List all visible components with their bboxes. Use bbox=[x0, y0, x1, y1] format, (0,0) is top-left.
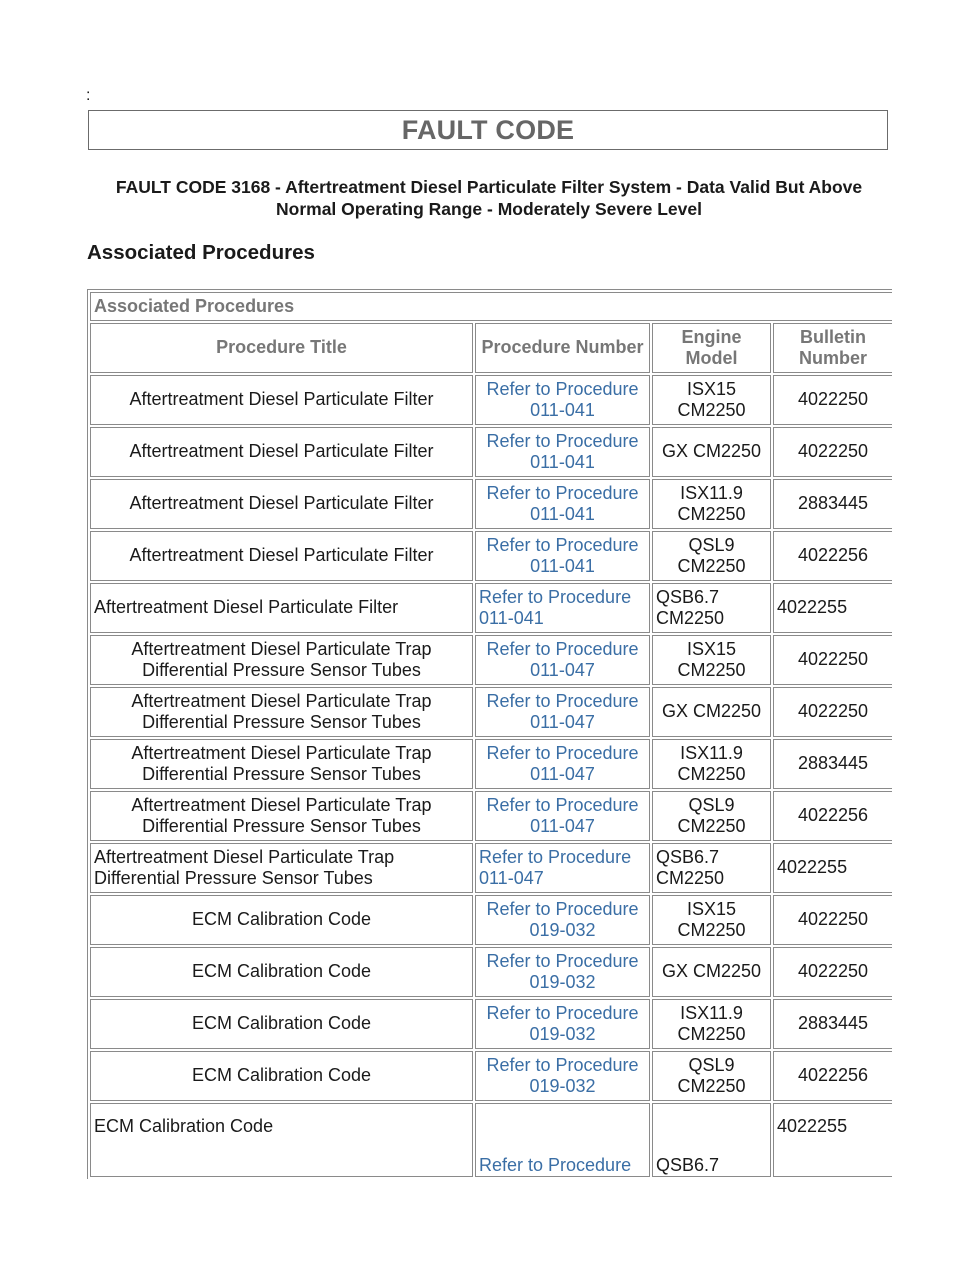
engine-model-cell: ISX15 CM2250 bbox=[652, 895, 771, 945]
engine-model-cell: QSL9 CM2250 bbox=[652, 531, 771, 581]
procedure-number-cell bbox=[475, 427, 650, 477]
procedure-number: 019-032 bbox=[529, 1024, 596, 1044]
refer-to-procedure-link[interactable] bbox=[486, 743, 638, 785]
procedure-number-cell bbox=[475, 1103, 650, 1177]
engine-model-cell: QSL9 CM2250 bbox=[652, 791, 771, 841]
engine-model-cell: ISX15 CM2250 bbox=[652, 375, 771, 425]
header-procedure-title: Procedure Title bbox=[90, 323, 473, 373]
refer-to-procedure-link[interactable] bbox=[486, 483, 638, 525]
table-row bbox=[90, 843, 892, 893]
procedure-number-cell bbox=[475, 583, 650, 633]
procedure-number-cell bbox=[475, 1051, 650, 1101]
procedure-number: 011-041 bbox=[530, 504, 595, 524]
link-label: Refer to Procedure bbox=[486, 1002, 639, 1023]
table-caption: Associated Procedures bbox=[90, 292, 892, 321]
procedure-number-cell bbox=[475, 947, 650, 997]
engine-model-cell: GX CM2250 bbox=[652, 947, 771, 997]
engine-model-cell: GX CM2250 bbox=[652, 427, 771, 477]
bulletin-number-cell: 2883445 bbox=[773, 479, 892, 529]
bulletin-number-cell: 4022255 bbox=[773, 1103, 892, 1177]
table-row bbox=[90, 999, 892, 1049]
refer-to-procedure-link[interactable] bbox=[479, 587, 631, 629]
procedure-title-cell: Aftertreatment Diesel Particulate Filter bbox=[90, 479, 473, 529]
procedure-title-cell: Aftertreatment Diesel Particulate Filter bbox=[90, 375, 473, 425]
refer-to-procedure-link[interactable] bbox=[486, 639, 638, 681]
table-row bbox=[90, 895, 892, 945]
refer-to-procedure-link[interactable] bbox=[486, 951, 638, 993]
table-row bbox=[90, 427, 892, 477]
bulletin-number-cell: 4022256 bbox=[773, 1051, 892, 1101]
header-bulletin-number: Bulletin Number bbox=[773, 323, 892, 373]
header-procedure-number: Procedure Number bbox=[475, 323, 650, 373]
procedure-title-cell: ECM Calibration Code bbox=[90, 999, 473, 1049]
page-prefix-colon: : bbox=[86, 87, 91, 104]
header-engine-model: Engine Model bbox=[652, 323, 771, 373]
engine-model-cell: ISX11.9 CM2250 bbox=[652, 999, 771, 1049]
link-label: Refer to Procedure bbox=[486, 1054, 639, 1075]
table-row bbox=[90, 1103, 892, 1177]
bulletin-number-cell: 4022256 bbox=[773, 791, 892, 841]
link-label: Refer to Procedure bbox=[486, 898, 639, 919]
procedure-title-cell: Aftertreatment Diesel Particulate Trap Differential Pressure Sensor Tubes bbox=[90, 635, 473, 685]
procedure-title-cell: Aftertreatment Diesel Particulate Filter bbox=[90, 583, 473, 633]
engine-model-cell: QSB6.7 bbox=[652, 1103, 771, 1177]
procedure-number: 011-047 bbox=[530, 660, 595, 680]
table-row bbox=[90, 375, 892, 425]
link-label: Refer to Procedure bbox=[486, 430, 639, 451]
refer-to-procedure-link[interactable] bbox=[486, 379, 638, 421]
procedure-number: 011-047 bbox=[530, 816, 595, 836]
link-label: Refer to Procedure bbox=[479, 586, 632, 607]
procedure-number-cell bbox=[475, 791, 650, 841]
procedure-title-cell: ECM Calibration Code bbox=[90, 895, 473, 945]
procedure-number: 011-041 bbox=[479, 608, 544, 628]
link-label: Refer to Procedure bbox=[486, 534, 639, 555]
table-row bbox=[90, 739, 892, 789]
link-label: Refer to Procedure bbox=[486, 690, 639, 711]
procedure-title-cell: ECM Calibration Code bbox=[90, 1051, 473, 1101]
refer-to-procedure-link[interactable] bbox=[486, 1003, 638, 1045]
procedure-title-cell: Aftertreatment Diesel Particulate Trap Differential Pressure Sensor Tubes bbox=[90, 843, 473, 893]
bulletin-number-cell: 4022250 bbox=[773, 635, 892, 685]
procedure-number: 011-047 bbox=[530, 712, 595, 732]
table-row bbox=[90, 583, 892, 633]
engine-model-cell: QSL9 CM2250 bbox=[652, 1051, 771, 1101]
table-row bbox=[90, 531, 892, 581]
link-label: Refer to Procedure bbox=[486, 742, 639, 763]
engine-model-cell: ISX11.9 CM2250 bbox=[652, 479, 771, 529]
engine-model-cell: ISX15 CM2250 bbox=[652, 635, 771, 685]
bulletin-number-cell: 4022250 bbox=[773, 687, 892, 737]
procedure-number-cell bbox=[475, 375, 650, 425]
procedure-number: 011-041 bbox=[530, 556, 595, 576]
refer-to-procedure-link[interactable] bbox=[486, 431, 638, 473]
procedure-title-cell: ECM Calibration Code bbox=[90, 947, 473, 997]
table-row bbox=[90, 635, 892, 685]
link-label: Refer to Procedure bbox=[486, 638, 639, 659]
procedure-number-cell bbox=[475, 531, 650, 581]
refer-to-procedure-link[interactable] bbox=[486, 795, 638, 837]
procedure-number-cell bbox=[475, 635, 650, 685]
banner-title: FAULT CODE bbox=[401, 114, 575, 145]
bulletin-number-cell: 4022250 bbox=[773, 947, 892, 997]
table-row bbox=[90, 791, 892, 841]
refer-to-procedure-link[interactable] bbox=[486, 691, 638, 733]
bulletin-number-cell: 4022255 bbox=[773, 583, 892, 633]
procedure-title-cell: Aftertreatment Diesel Particulate Filter bbox=[90, 427, 473, 477]
procedure-number: 011-041 bbox=[530, 400, 595, 420]
procedure-number-cell bbox=[475, 999, 650, 1049]
procedure-number: 011-041 bbox=[530, 452, 595, 472]
procedure-number: 019-032 bbox=[529, 920, 596, 940]
bulletin-number-cell: 4022256 bbox=[773, 531, 892, 581]
procedure-number-cell bbox=[475, 843, 650, 893]
bulletin-number-cell: 2883445 bbox=[773, 739, 892, 789]
table-row bbox=[90, 687, 892, 737]
link-label: Refer to Procedure bbox=[486, 950, 639, 971]
table-row bbox=[90, 1051, 892, 1101]
bulletin-number-cell: 4022255 bbox=[773, 843, 892, 893]
procedure-title-cell: Aftertreatment Diesel Particulate Trap Differential Pressure Sensor Tubes bbox=[90, 791, 473, 841]
link-label: Refer to Procedure bbox=[486, 482, 639, 503]
refer-to-procedure-link[interactable] bbox=[479, 847, 631, 889]
procedure-number: 019-032 bbox=[529, 1076, 596, 1096]
table-row bbox=[90, 479, 892, 529]
link-label: Refer to Procedure bbox=[486, 794, 639, 815]
table-row bbox=[90, 947, 892, 997]
procedure-title-cell: ECM Calibration Code bbox=[90, 1103, 473, 1177]
refer-to-procedure-link[interactable] bbox=[486, 535, 638, 577]
fault-code-banner bbox=[88, 110, 888, 150]
procedure-title-cell: Aftertreatment Diesel Particulate Trap Differential Pressure Sensor Tubes bbox=[90, 687, 473, 737]
section-heading: Associated Procedures bbox=[87, 241, 315, 264]
engine-model-cell: QSB6.7 CM2250 bbox=[652, 583, 771, 633]
procedure-number: 011-047 bbox=[479, 868, 544, 888]
refer-to-procedure-link[interactable] bbox=[486, 899, 638, 941]
refer-to-procedure-link[interactable]: Refer to Procedure bbox=[479, 1154, 632, 1175]
procedure-title-cell: Aftertreatment Diesel Particulate Trap Differential Pressure Sensor Tubes bbox=[90, 739, 473, 789]
bulletin-number-cell: 4022250 bbox=[773, 375, 892, 425]
engine-model-cell: QSB6.7 CM2250 bbox=[652, 843, 771, 893]
procedure-number: 011-047 bbox=[530, 764, 595, 784]
bulletin-number-cell: 2883445 bbox=[773, 999, 892, 1049]
link-label: Refer to Procedure bbox=[479, 846, 632, 867]
engine-model-cell: GX CM2250 bbox=[652, 687, 771, 737]
link-label: Refer to Procedure bbox=[486, 378, 639, 399]
refer-to-procedure-link[interactable] bbox=[486, 1055, 638, 1097]
procedure-number-cell bbox=[475, 687, 650, 737]
fault-code-heading: FAULT CODE 3168 - Aftertreatment Diesel Particulate Filter System - Data Valid But Above Normal Operating Range - Moderately Severe Level bbox=[115, 177, 863, 219]
associated-procedures-table bbox=[87, 289, 892, 1179]
procedure-number-cell bbox=[475, 895, 650, 945]
procedure-number-cell bbox=[475, 739, 650, 789]
procedure-number: 019-032 bbox=[529, 972, 596, 992]
procedure-title-cell: Aftertreatment Diesel Particulate Filter bbox=[90, 531, 473, 581]
bulletin-number-cell: 4022250 bbox=[773, 895, 892, 945]
engine-model-cell: ISX11.9 CM2250 bbox=[652, 739, 771, 789]
procedures-table-container bbox=[87, 289, 892, 1179]
bulletin-number-cell: 4022250 bbox=[773, 427, 892, 477]
procedure-number-cell bbox=[475, 479, 650, 529]
